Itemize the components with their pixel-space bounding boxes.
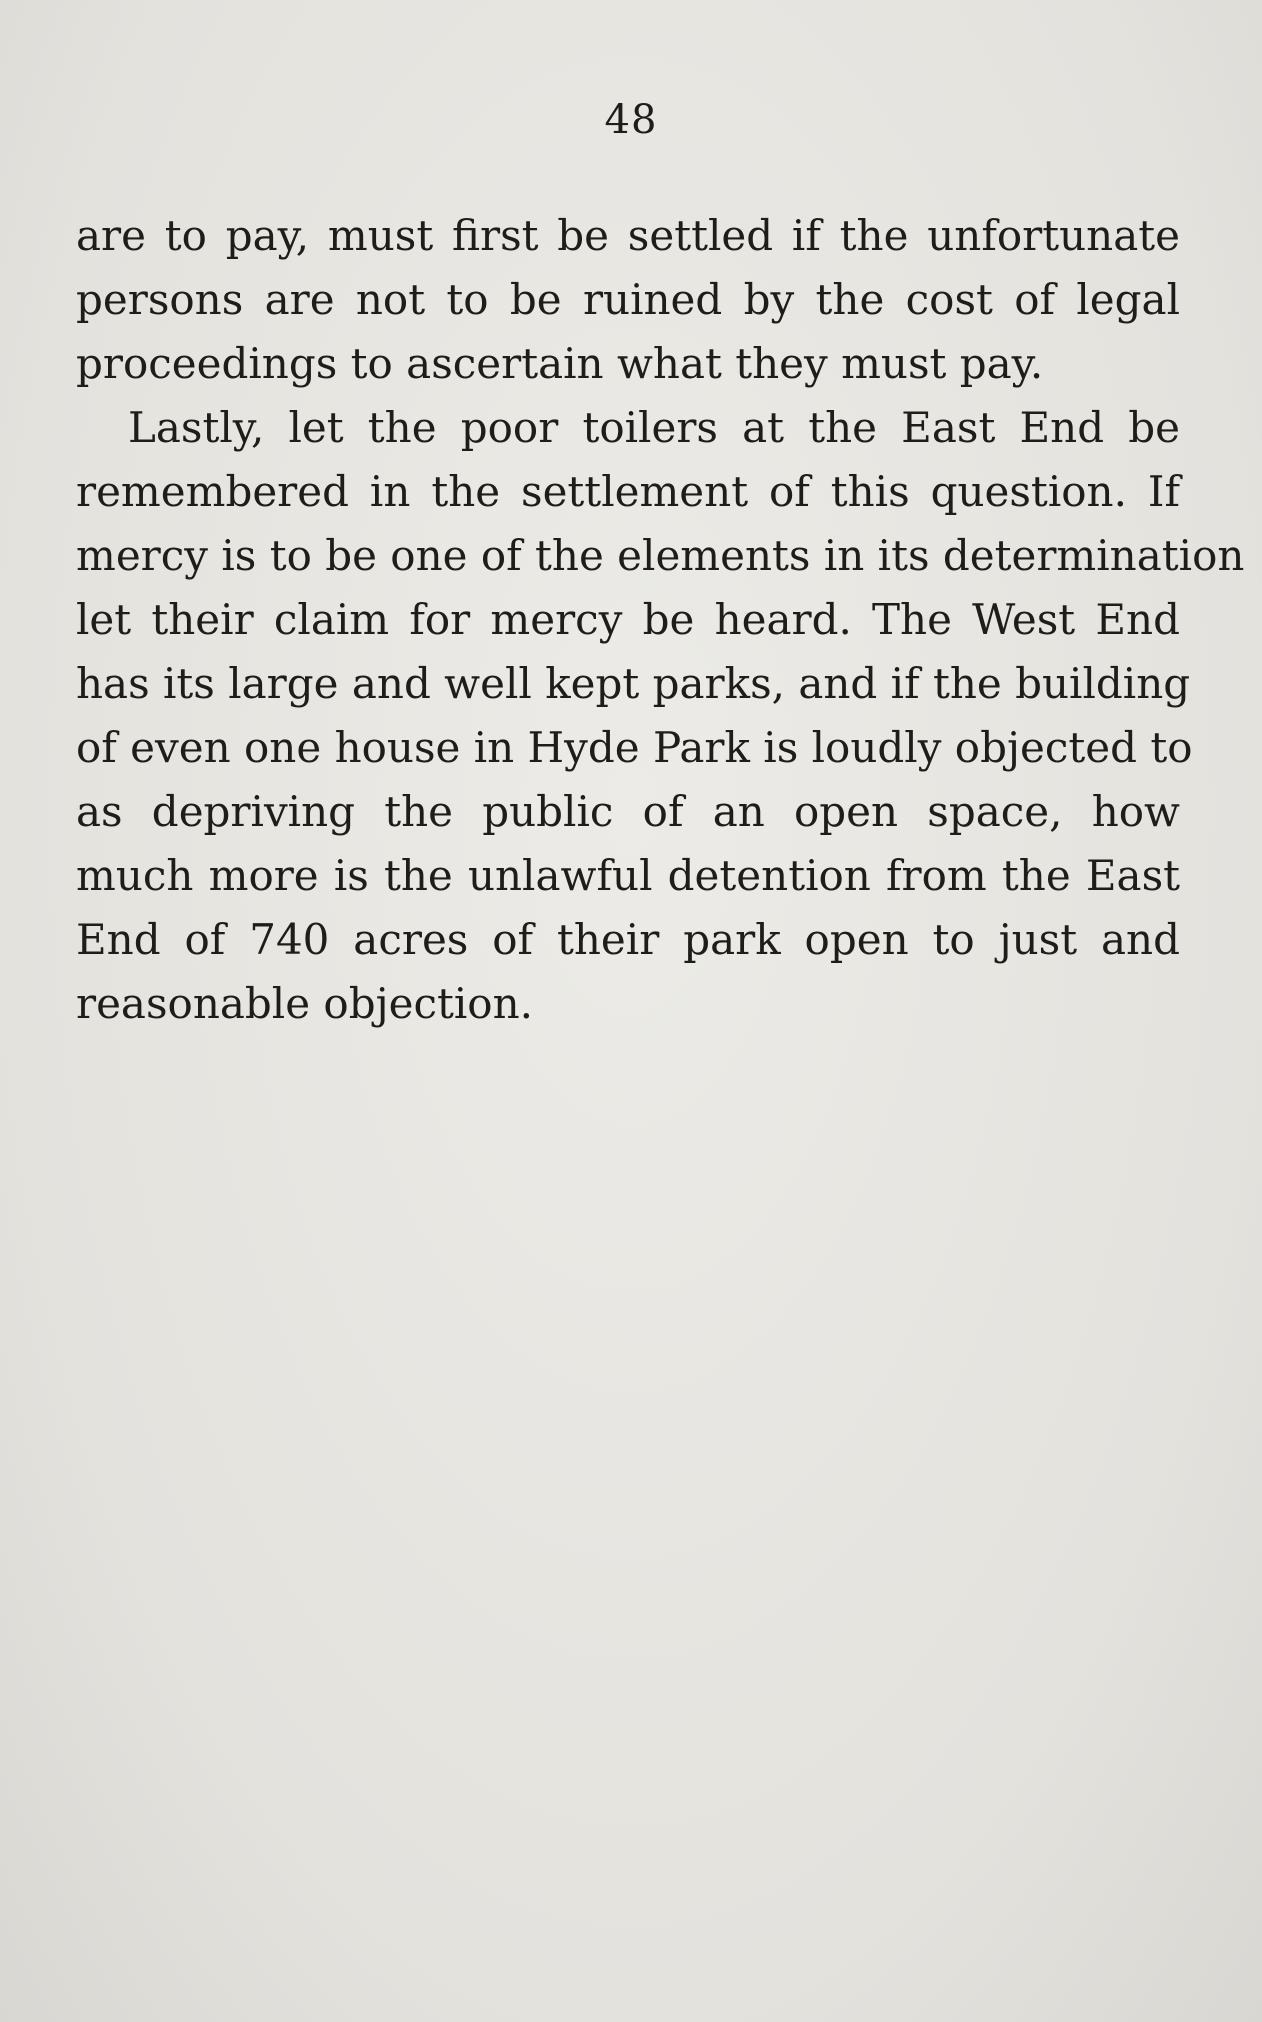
text-line: are to pay, must first be settled if the unfortunate: [76, 211, 1180, 260]
text-line: proceedings to ascertain what they must pay.: [76, 339, 1044, 388]
paragraph-2: [76, 396, 1245, 1036]
text-line: Lastly, let the poor toilers at the East End be: [128, 403, 1180, 452]
text-line: let their claim for mercy be heard. The West End: [76, 595, 1180, 644]
page-number: 48: [604, 97, 658, 143]
text-line: has its large and well kept parks, and if the building: [76, 659, 1191, 708]
text-line: as depriving the public of an open space, how: [76, 787, 1180, 836]
paragraph-1: [76, 204, 1180, 396]
text-line: mercy is to be one of the elements in its determination: [76, 531, 1245, 580]
text-line: much more is the unlawful detention from the East: [76, 851, 1180, 900]
text-line: persons are not to be ruined by the cost of legal: [76, 275, 1180, 324]
text-line: End of 740 acres of their park open to just and: [76, 915, 1180, 964]
text-line: of even one house in Hyde Park is loudly objected to: [76, 723, 1193, 772]
text-line: reasonable objection.: [76, 979, 533, 1028]
body-text: [76, 204, 1245, 1036]
text-line: remembered in the settlement of this question. If: [76, 467, 1180, 516]
